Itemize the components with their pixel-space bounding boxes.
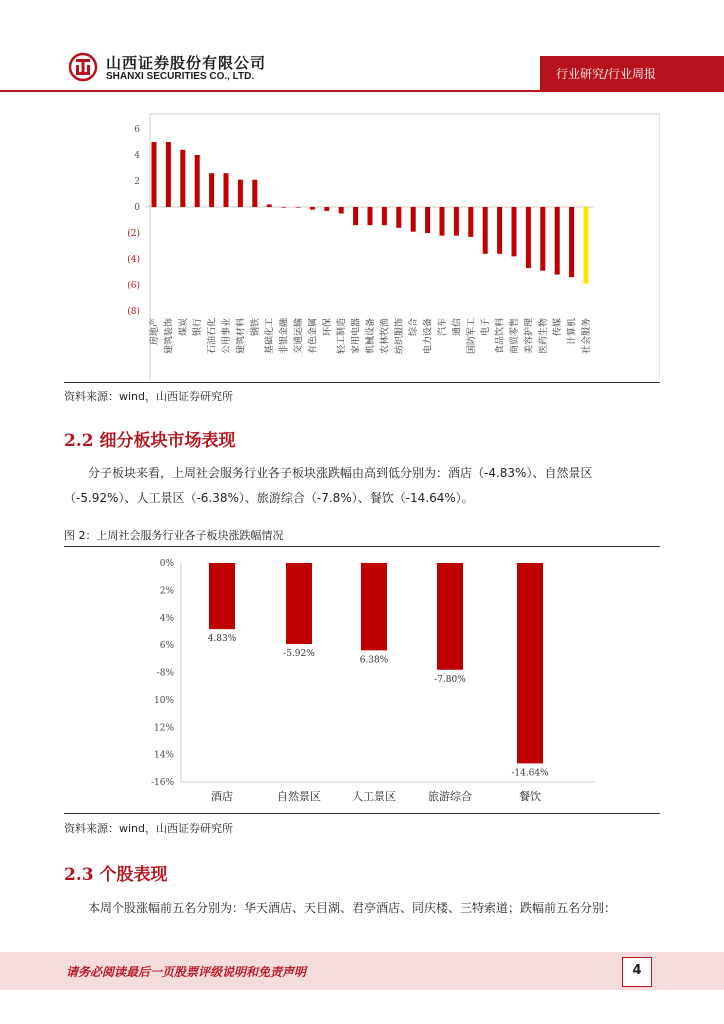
chart1-bar xyxy=(454,207,459,236)
page-number: 4 xyxy=(632,963,642,978)
page-header xyxy=(0,0,724,110)
chart1-bar xyxy=(238,180,243,207)
chart2-y-tick-label: 2% xyxy=(159,586,174,597)
chart1-bar xyxy=(152,142,157,207)
section-2-2-title: 2.2 细分板块市场表现 xyxy=(64,431,236,451)
chart2-bar xyxy=(437,563,463,670)
chart1-category-label: 交通运输 xyxy=(294,318,304,355)
chart2-category-label: 自然景区 xyxy=(277,790,321,803)
chart1-category-label: 商贸零售 xyxy=(510,318,520,355)
chart2-category-label: 人工景区 xyxy=(352,790,396,803)
chart1-category-label: 汽车 xyxy=(438,318,448,337)
chart1-bar xyxy=(209,173,214,207)
chart1-category-label: 计算机 xyxy=(567,317,578,346)
chart1-category-label: 房地产 xyxy=(150,318,160,346)
page-number-box xyxy=(622,957,652,987)
chart1-bar xyxy=(324,207,329,211)
figure1-divider xyxy=(64,382,660,383)
chart1-category-label: 通信 xyxy=(452,318,463,337)
chart1-bar xyxy=(166,142,171,207)
chart1-y-tick-label: 6 xyxy=(134,125,140,135)
chart1-category-label: 综合 xyxy=(409,318,420,337)
chart2-y-tick-label: 0% xyxy=(159,559,174,569)
chart1-y-tick-label: (6) xyxy=(127,281,140,291)
figure2-top-divider xyxy=(64,546,660,547)
chart1-bar xyxy=(569,207,574,277)
figure2-title: 图 2：上周社会服务行业各子板块涨跌幅情况 xyxy=(64,529,284,542)
company-name-cn: 山西证券股份有限公司 xyxy=(106,54,267,72)
chart1-y-tick-label: (8) xyxy=(127,307,140,317)
chart1-bar xyxy=(382,207,387,225)
section-2-3-text: 本周个股涨幅前五名分别为：华天酒店、天目湖、君亭酒店、同庆楼、三特索道；跌幅前五名分别： xyxy=(88,901,617,915)
chart1-bar xyxy=(296,207,301,208)
chart1-bar xyxy=(267,204,272,207)
chart2-data-label: 4.83% xyxy=(207,634,237,645)
chart1-y-tick-label: 2 xyxy=(134,177,140,187)
chart1-category-label: 传媒 xyxy=(553,318,564,337)
chart1-category-label: 电子 xyxy=(481,318,492,337)
chart1-category-label: 食品饮料 xyxy=(495,318,506,355)
chart1-category-label: 建筑材料 xyxy=(236,318,247,355)
chart1-bar xyxy=(353,207,358,225)
chart1-bar xyxy=(526,207,531,268)
chart1-category-label: 有色金属 xyxy=(308,318,319,355)
chart2-y-tick-label: 14% xyxy=(153,750,174,761)
chart1-category-label: 建筑装饰 xyxy=(164,318,175,355)
chart1-bar xyxy=(281,207,286,208)
figure2-divider xyxy=(64,813,660,814)
chart2-bar xyxy=(517,563,543,763)
chart1-bar xyxy=(584,207,589,284)
disclaimer-notice: 请务必阅读最后一页股票评级说明和免责声明 xyxy=(66,965,307,979)
chart2-bar xyxy=(209,563,235,629)
chart1-y-tick-label: (2) xyxy=(127,229,140,239)
chart2-bar xyxy=(361,563,387,650)
chart1-category-label: 煤炭 xyxy=(178,318,189,337)
chart2-y-tick-label: 6% xyxy=(159,641,174,652)
chart2-y-tick-label: 10% xyxy=(153,695,174,706)
page-footer xyxy=(0,952,724,990)
chart1-bar xyxy=(497,207,502,254)
chart1-category-label: 机械设备 xyxy=(366,318,376,355)
company-logo-icon xyxy=(68,52,98,82)
chart1-category-label: 公用事业 xyxy=(222,318,232,355)
chart2-bar xyxy=(286,563,312,644)
chart2-data-label: -5.92% xyxy=(283,649,315,660)
chart1-category-label: 银行 xyxy=(193,318,204,337)
chart2-y-tick-label: 4% xyxy=(159,613,174,624)
chart1-category-label: 医药生物 xyxy=(538,318,549,355)
chart1-y-tick-label: 4 xyxy=(134,151,140,161)
chart1-category-label: 电力设备 xyxy=(423,318,434,355)
chart1-category-label: 环保 xyxy=(322,318,333,337)
chart1-bar xyxy=(540,207,545,271)
chart2-category-label: 餐饮 xyxy=(519,790,541,803)
chart1-category-label: 家用电器 xyxy=(351,318,362,355)
industry-performance-chart xyxy=(64,112,660,380)
report-type-label: 行业研究/行业周报 xyxy=(556,67,657,81)
chart2-y-tick-label: 12% xyxy=(153,723,174,734)
figure2-source: 资料来源：wind，山西证券研究所 xyxy=(64,822,234,835)
chart2-data-label: -14.64% xyxy=(511,768,549,779)
report-type-banner xyxy=(540,56,724,90)
chart1-bar xyxy=(339,207,344,214)
chart2-y-tick-label: -16% xyxy=(150,778,174,788)
chart1-bar xyxy=(512,207,517,256)
chart1-category-label: 社会服务 xyxy=(582,318,592,355)
chart1-bar xyxy=(555,207,560,275)
chart2-category-label: 酒店 xyxy=(211,790,233,803)
chart1-bar xyxy=(483,207,488,254)
chart2-category-label: 旅游综合 xyxy=(428,790,472,803)
figure1-source: 资料来源：wind，山西证券研究所 xyxy=(64,390,234,403)
chart1-category-label: 纺织服饰 xyxy=(394,318,405,355)
chart1-category-label: 钢铁 xyxy=(250,318,261,337)
chart1-bar xyxy=(180,150,185,207)
chart1-category-label: 石油石化 xyxy=(207,318,218,355)
chart1-bar xyxy=(425,207,430,233)
chart1-bar xyxy=(440,207,445,236)
chart1-y-tick-label: (4) xyxy=(127,255,140,265)
chart1-bar xyxy=(368,207,373,225)
chart1-category-label: 轻工制造 xyxy=(337,318,348,355)
chart1-category-label: 美容护理 xyxy=(524,318,535,355)
subsector-performance-chart xyxy=(64,552,660,810)
chart2-data-label: 6.38% xyxy=(359,655,389,666)
section-2-3-title: 2.3 个股表现 xyxy=(64,865,168,885)
chart1-bar xyxy=(252,180,257,207)
chart1-category-label: 非银金融 xyxy=(279,318,290,355)
company-name-en: SHANXI SECURITIES CO., LTD. xyxy=(106,71,255,82)
chart1-bar xyxy=(468,207,473,237)
chart1-bar xyxy=(195,155,200,207)
chart1-bar xyxy=(310,207,315,210)
chart1-category-label: 国防军工 xyxy=(466,318,477,355)
chart1-category-label: 基础化工 xyxy=(265,318,276,355)
chart2-y-tick-label: -8% xyxy=(156,668,174,679)
section-2-2-paragraph xyxy=(64,461,660,511)
chart1-bar xyxy=(224,173,229,207)
section-2-2-text: 分子板块来看，上周社会服务行业各子板块涨跌幅由高到低分别为：酒店（-4.83%）、自然景区（-5.92%）、人工景区（-6.38%）、旅游综合（-7.8%）、餐饮（-14.64%）。 xyxy=(64,466,593,505)
chart1-y-tick-label: 0 xyxy=(134,203,140,213)
chart1-bar xyxy=(411,207,416,232)
section-2-3-paragraph xyxy=(64,896,660,921)
chart2-data-label: -7.80% xyxy=(434,674,466,685)
header-divider xyxy=(0,90,724,92)
chart1-category-label: 农林牧渔 xyxy=(380,318,391,355)
chart1-bar xyxy=(396,207,401,228)
